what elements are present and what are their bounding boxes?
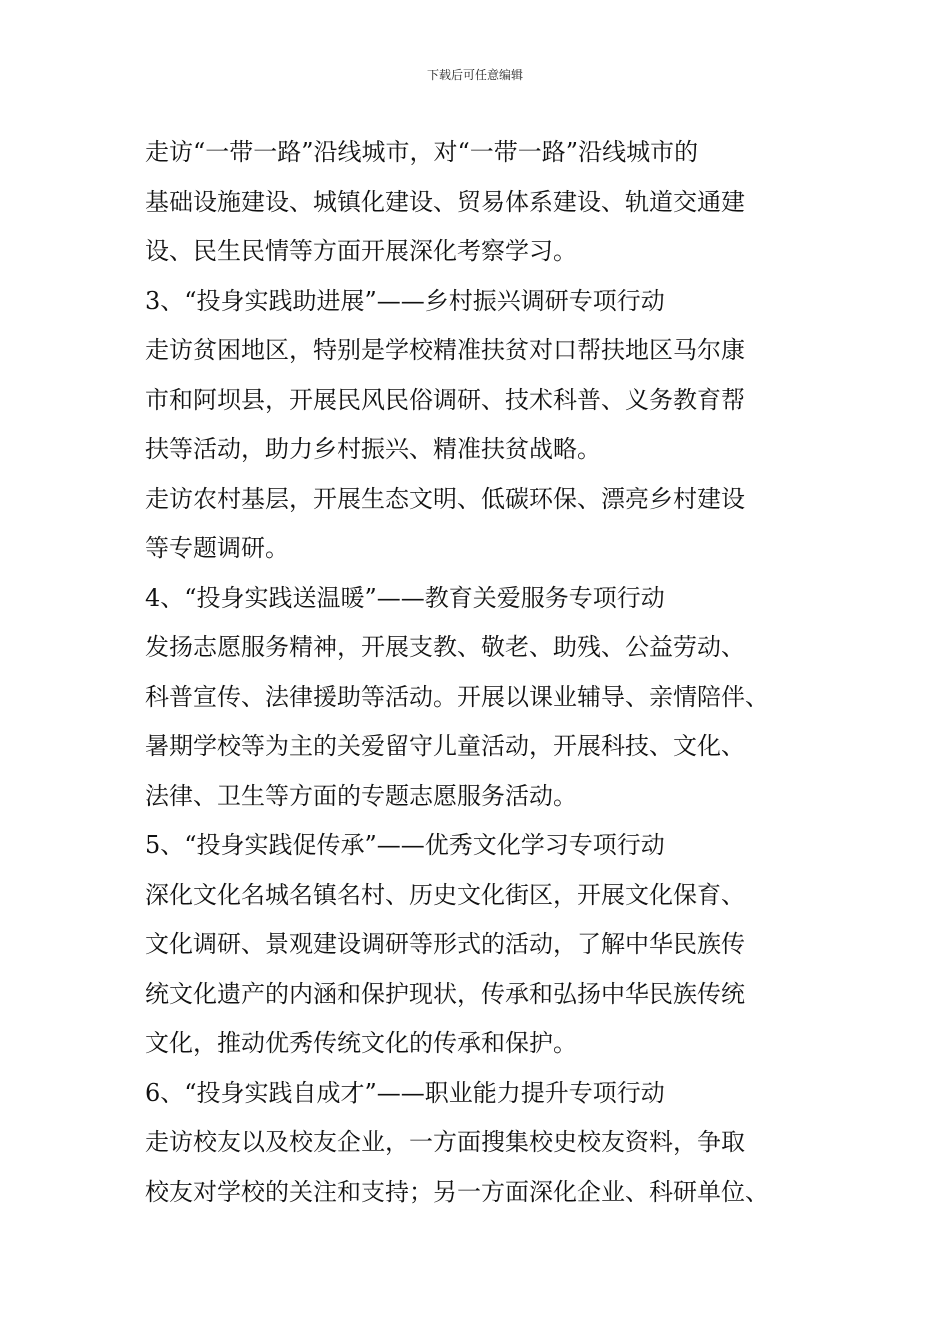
body-line: 发扬志愿服务精神，开展支教、敬老、助残、公益劳动、 [145, 633, 745, 661]
body-line: 市和阿坝县，开展民风民俗调研、技术科普、义务教育帮 [145, 385, 745, 414]
body-line: 暑期学校等为主的关爱留守儿童活动，开展科技、文化、 [145, 732, 745, 760]
section-heading-6: 6、“投身实践自成才”——职业能力提升专项行动 [145, 1078, 665, 1107]
body-line: 等专题调研。 [145, 534, 289, 562]
body-line: 法律、卫生等方面的专题志愿服务活动。 [145, 781, 577, 810]
body-line: 科普宣传、法律援助等活动。开展以课业辅导、亲情陪伴、 [145, 682, 769, 711]
body-line: 扶等活动，助力乡村振兴、精准扶贫战略。 [145, 435, 601, 463]
body-line: 基础设施建设、城镇化建设、贸易体系建设、轨道交通建 [145, 187, 745, 216]
body-line: 统文化遗产的内涵和保护现状，传承和弘扬中华民族传统 [145, 979, 745, 1008]
body-line: 走访贫困地区，特别是学校精准扶贫对口帮扶地区马尔康 [145, 336, 745, 364]
body-line: 校友对学校的关注和支持；另一方面深化企业、科研单位、 [145, 1177, 769, 1206]
body-line: 深化文化名城名镇名村、历史文化街区，开展文化保育、 [145, 880, 745, 909]
section-heading-3: 3、“投身实践助进展”——乡村振兴调研专项行动 [145, 286, 665, 315]
body-line: 走访农村基层，开展生态文明、低碳环保、漂亮乡村建设 [145, 484, 745, 513]
body-line: 文化调研、景观建设调研等形式的活动，了解中华民族传 [145, 930, 745, 958]
body-line: 设、民生民情等方面开展深化考察学习。 [145, 237, 577, 265]
page-header: 下载后可任意编辑 [426, 68, 523, 82]
body-line: 文化，推动优秀传统文化的传承和保护。 [145, 1029, 577, 1057]
body-line: 走访“一带一路”沿线城市，对“一带一路”沿线城市的 [145, 138, 699, 166]
section-heading-4: 4、“投身实践送温暖”——教育关爱服务专项行动 [145, 583, 665, 612]
document-body [145, 128, 825, 1217]
body-line: 走访校友以及校友企业，一方面搜集校史校友资料，争取 [145, 1128, 745, 1156]
section-heading-5: 5、“投身实践促传承”——优秀文化学习专项行动 [145, 831, 665, 859]
